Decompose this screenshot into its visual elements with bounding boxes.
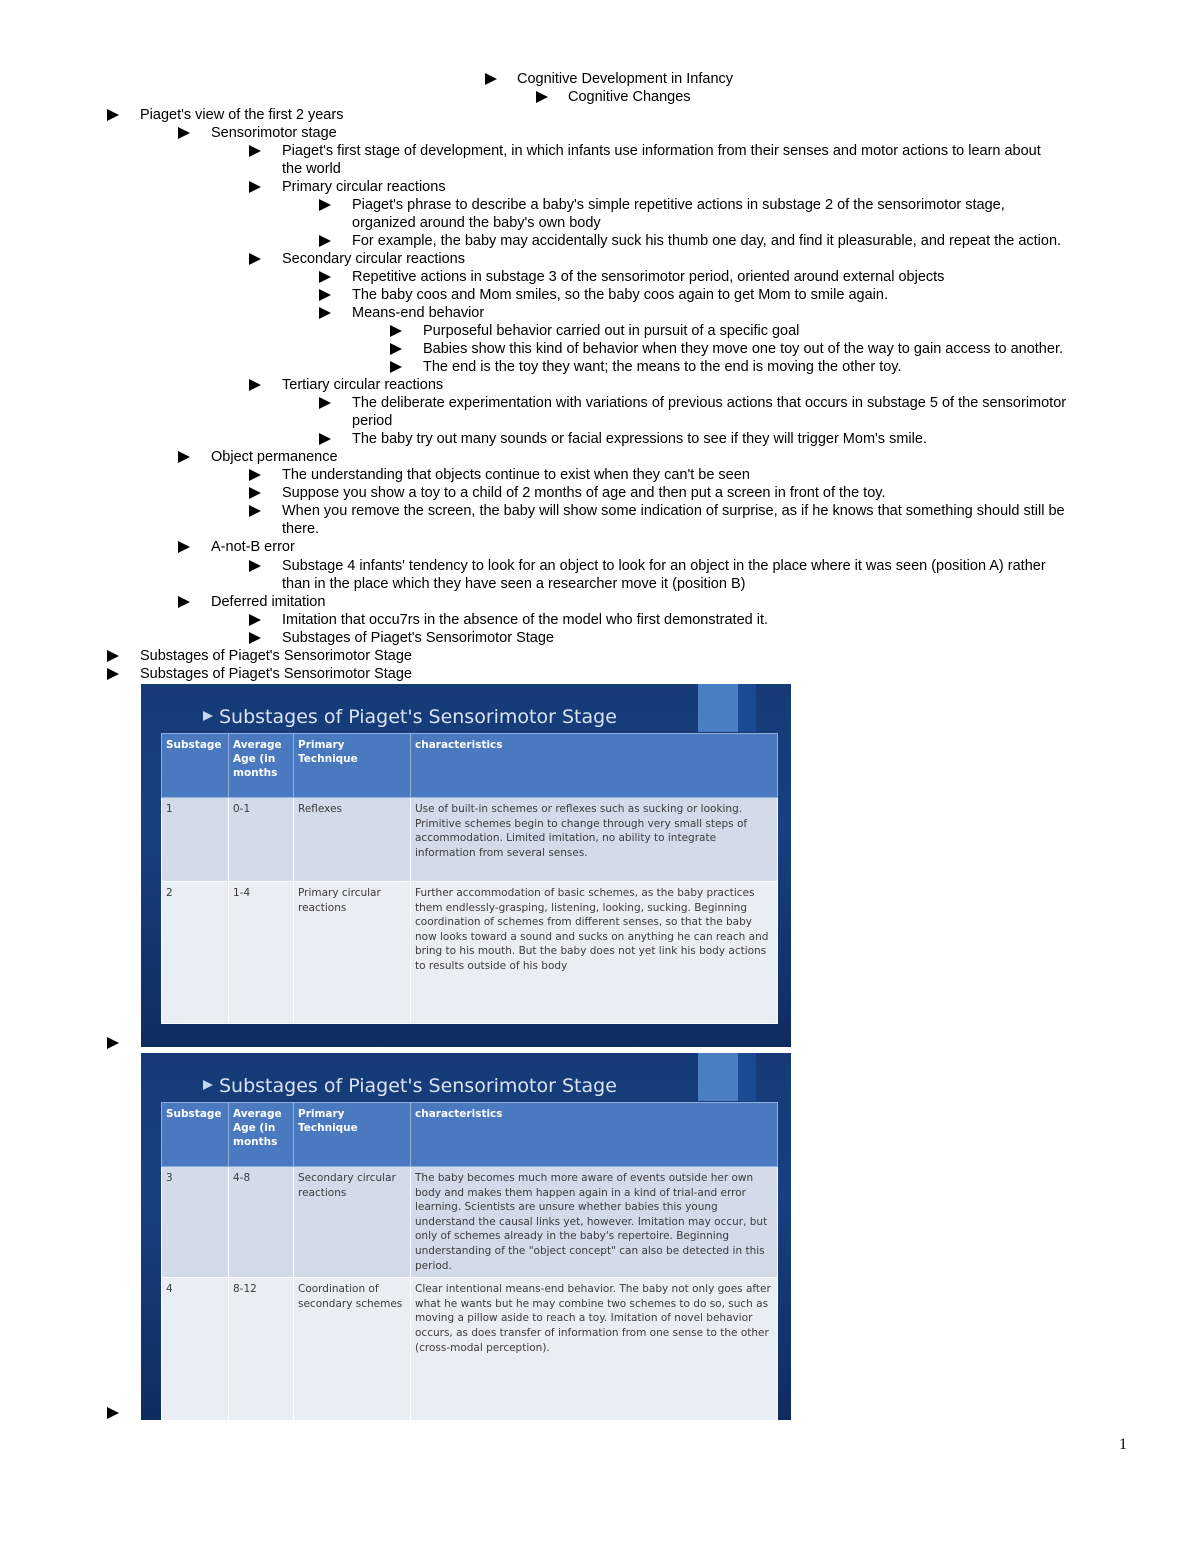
- cell-substage: 2: [162, 882, 229, 1024]
- bullet-icon: [319, 271, 331, 283]
- bullet-icon: [319, 289, 331, 301]
- bullet-icon: [107, 668, 119, 680]
- outline-item-text: Piaget's first stage of development, in which infants use information from their senses and motor actions to learn about: [282, 143, 1041, 160]
- outline-item-text: Suppose you show a toy to a child of 2 months of age and then put a screen in front of the toy.: [282, 485, 886, 502]
- bullet-icon: [107, 1037, 119, 1049]
- substages-table: [161, 1102, 778, 1420]
- outline-item-text: Tertiary circular reactions: [282, 377, 444, 394]
- header-average-age: Average Age (in months: [229, 1103, 294, 1167]
- bullet-icon: [536, 91, 548, 103]
- outline-item-text: Repetitive actions in substage 3 of the sensorimotor period, oriented around external objects: [352, 269, 945, 286]
- triangle-bullet-icon: [203, 711, 213, 721]
- bullet-icon: [390, 325, 402, 337]
- bullet-icon: [178, 596, 190, 608]
- outline-item-text: Babies show this kind of behavior when they move one toy out of the way to gain access to another.: [423, 341, 1063, 358]
- cell-age: 8-12: [229, 1278, 294, 1420]
- outline-item-text: Substage 4 infants' tendency to look for an object to look for an object in the place where it was seen (position A) rather: [282, 557, 1046, 574]
- triangle-bullet-icon: [203, 1080, 213, 1090]
- outline-item-text: Piaget's view of the first 2 years: [140, 107, 344, 123]
- outline-item-text: Substages of Piaget's Sensorimotor Stage: [140, 665, 412, 682]
- outline-item-text: The end is the toy they want; the means to the end is moving the other toy.: [423, 359, 902, 376]
- outline-item-text: Object permanence: [211, 449, 338, 466]
- outline-item-text: For example, the baby may accidentally suck his thumb one day, and find it pleasurable, and repeat the action.: [352, 233, 1062, 250]
- bullet-icon: [249, 145, 261, 157]
- outline-item-text: Deferred imitation: [211, 593, 326, 610]
- cell-characteristics: Clear intentional means-end behavior. The baby not only goes after what he wants but he may combine two schemes to do so, such as moving a pillow aside to reach a toy. Imitation of novel behavior occurs, as does transfer of information from one sense to the other (cross-modal perception).: [411, 1278, 778, 1420]
- outline-item-text: Primary circular reactions: [282, 179, 446, 196]
- cell-substage: 1: [162, 798, 229, 882]
- heading-subtitle: Cognitive Changes: [568, 89, 691, 105]
- slide-image-2: [141, 1053, 791, 1420]
- slide-title: Substages of Piaget's Sensorimotor Stage: [203, 706, 617, 728]
- bullet-icon: [249, 632, 261, 644]
- bullet-icon: [390, 343, 402, 355]
- outline-item-text: The understanding that objects continue to exist when they can't be seen: [282, 467, 750, 484]
- header-characteristics: characteristics: [411, 1103, 778, 1167]
- bullet-icon: [249, 560, 261, 572]
- bullet-icon: [178, 541, 190, 553]
- outline-item-text: the world: [282, 161, 341, 178]
- bullet-icon: [390, 361, 402, 373]
- outline-item-text: The baby try out many sounds or facial expressions to see if they will trigger Mom's smile.: [352, 431, 927, 448]
- bullet-icon: [249, 379, 261, 391]
- cell-age: 1-4: [229, 882, 294, 1024]
- cell-substage: 3: [162, 1167, 229, 1278]
- bullet-icon: [178, 451, 190, 463]
- bullet-icon: [249, 253, 261, 265]
- table-row: [162, 1167, 778, 1278]
- bullet-icon: [319, 397, 331, 409]
- substages-table: [161, 733, 778, 1024]
- cell-characteristics: Further accommodation of basic schemes, as the baby practices them endlessly-grasping, listening, looking, sucking. Beginning coordination of schemes from different senses, so that the baby now looks toward a sound and sucks on anything he can reach and bring to his mouth. But the baby does not yet link his body actions to results outside of his body: [411, 882, 778, 1024]
- bullet-icon: [178, 127, 190, 139]
- outline-item-text: Secondary circular reactions: [282, 251, 465, 268]
- bullet-icon: [249, 487, 261, 499]
- page-number: 1: [1119, 1436, 1127, 1453]
- outline-item-text: The deliberate experimentation with variations of previous actions that occurs in substage 5 of the sensorimotor: [352, 395, 1067, 412]
- bullet-icon: [107, 1407, 119, 1419]
- header-substage: Substage: [162, 734, 229, 798]
- cell-technique: Reflexes: [294, 798, 411, 882]
- slide-title: Substages of Piaget's Sensorimotor Stage: [203, 1075, 617, 1097]
- header-characteristics: characteristics: [411, 734, 778, 798]
- bullet-icon: [319, 235, 331, 247]
- outline-item-text: period: [352, 413, 393, 430]
- cell-age: 0-1: [229, 798, 294, 882]
- header-primary-technique: Primary Technique: [294, 734, 411, 798]
- bullet-icon: [485, 73, 497, 85]
- bullet-icon: [319, 199, 331, 211]
- bullet-icon: [107, 109, 119, 121]
- header-substage: Substage: [162, 1103, 229, 1167]
- bullet-icon: [319, 307, 331, 319]
- heading-title: Cognitive Development in Infancy: [517, 71, 734, 87]
- cell-technique: Primary circular reactions: [294, 882, 411, 1024]
- outline-item-text: A-not-B error: [211, 539, 295, 556]
- outline-item-text: Substages of Piaget's Sensorimotor Stage: [282, 629, 554, 646]
- outline-item-text: than in the place which they have seen a researcher move it (position B): [282, 575, 746, 592]
- cell-characteristics: The baby becomes much more aware of events outside her own body and makes them happen again in a kind of trial-and error learning. Scientists are unsure whether babies this young understand the causal links yet, however. Imitation may occur, but only of schemes already in the baby's repertoire. Beginning understanding of the "object concept" can also be detected in this period.: [411, 1167, 778, 1278]
- table-row: [162, 798, 778, 882]
- outline-item-text: Piaget's phrase to describe a baby's simple repetitive actions in substage 2 of the sensorimotor stage,: [352, 197, 1005, 214]
- cell-substage: 4: [162, 1278, 229, 1420]
- outline-item-text: When you remove the screen, the baby will show some indication of surprise, as if he knows that something should still be: [282, 503, 1065, 520]
- outline-item-text: The baby coos and Mom smiles, so the baby coos again to get Mom to smile again.: [352, 287, 888, 304]
- cell-technique: Coordination of secondary schemes: [294, 1278, 411, 1420]
- bullet-icon: [249, 469, 261, 481]
- slide-image-1: [141, 684, 791, 1047]
- outline-item-text: Imitation that occu7rs in the absence of the model who first demonstrated it.: [282, 611, 769, 628]
- cell-age: 4-8: [229, 1167, 294, 1278]
- bullet-icon: [249, 614, 261, 626]
- outline-item-text: Sensorimotor stage: [211, 125, 337, 142]
- header-primary-technique: Primary Technique: [294, 1103, 411, 1167]
- outline-item-text: Purposeful behavior carried out in pursuit of a specific goal: [423, 323, 800, 340]
- bullet-icon: [249, 181, 261, 193]
- table-row: [162, 882, 778, 1024]
- cell-technique: Secondary circular reactions: [294, 1167, 411, 1278]
- header-average-age: Average Age (in months: [229, 734, 294, 798]
- table-row: [162, 1278, 778, 1420]
- outline-item-text: Means-end behavior: [352, 305, 485, 322]
- outline-item-text: organized around the baby's own body: [352, 215, 601, 232]
- outline-item-text: Substages of Piaget's Sensorimotor Stage: [140, 647, 412, 664]
- outline-item-text: there.: [282, 521, 320, 538]
- bullet-icon: [249, 505, 261, 517]
- bullet-icon: [107, 650, 119, 662]
- cell-characteristics: Use of built-in schemes or reflexes such as sucking or looking. Primitive schemes begin to change through very small steps of accommodation. Limited imitation, no ability to integrate information from several senses.: [411, 798, 778, 882]
- bullet-icon: [319, 433, 331, 445]
